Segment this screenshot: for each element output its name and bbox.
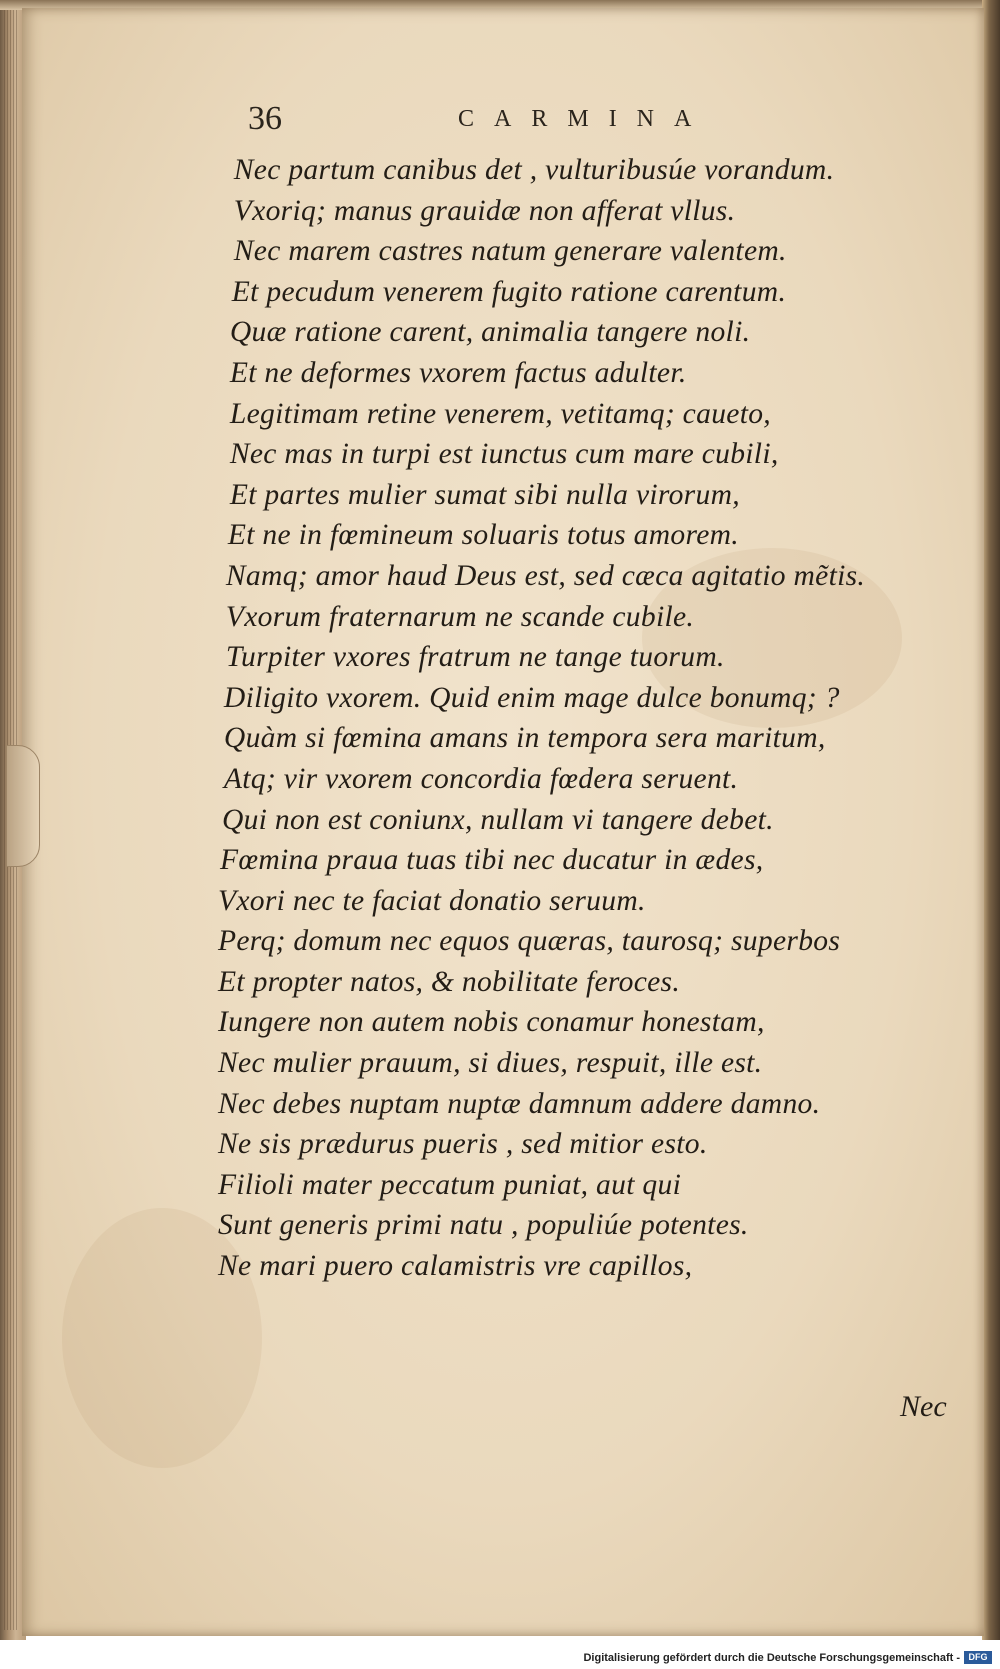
verse-line: Ne sis prædurus pueris , sed mitior esto. xyxy=(218,1127,708,1161)
verse-line: Fœmina praua tuas tibi nec ducatur in ædes, xyxy=(219,843,764,877)
book-clasp xyxy=(6,745,40,867)
right-page-edge xyxy=(982,0,1000,1640)
verse-line: Turpiter vxores fratrum ne tange tuorum. xyxy=(225,640,725,674)
verse-line: Qui non est coniunx, nullam vi tangere debet. xyxy=(221,802,774,836)
verse-block xyxy=(218,150,958,1287)
verse-line: Vxoriq; manus grauidæ non afferat vllus. xyxy=(233,193,736,227)
verse-line: Et ne deformes vxorem factus adulter. xyxy=(229,355,687,389)
verse-line: Perq; domum nec equos quæras, taurosq; superbos xyxy=(218,924,841,958)
verse-line: Ne mari puero calamistris vre capillos, xyxy=(218,1249,693,1283)
verse-line: Et partes mulier sumat sibi nulla virorum, xyxy=(229,477,740,511)
verse-line: Et propter natos, & nobilitate feroces. xyxy=(218,964,681,998)
verse-line: Legitimam retine venerem, vetitamq; caueto, xyxy=(229,396,771,430)
verse-line: Iungere non autem nobis conamur honestam, xyxy=(218,1005,765,1039)
verse-line: Nec debes nuptam nuptæ damnum addere damno. xyxy=(218,1086,821,1120)
digitization-credit: Digitalisierung gefördert durch die Deutsche Forschungsgemeinschaft - xyxy=(583,1652,960,1664)
verse-line: Quæ ratione carent, animalia tangere noli. xyxy=(229,315,751,349)
verse-line: Nec marem castres natum generare valentem. xyxy=(233,234,787,268)
verse-line: Sunt generis primi natu , populiúe potentes. xyxy=(218,1208,749,1242)
verse-line: Nec partum canibus det , vulturibusúe vorandum. xyxy=(233,153,835,186)
verse-line: Vxori nec te faciat donatio seruum. xyxy=(218,883,646,917)
running-title: CARMINA xyxy=(458,106,712,132)
verse-line: Filioli mater peccatum puniat, aut qui xyxy=(218,1167,682,1201)
page-header xyxy=(248,100,808,150)
verse-line: Vxorum fraternarum ne scande cubile. xyxy=(225,599,695,633)
verse-line: Diligito vxorem. Quid enim mage dulce bonumq; ? xyxy=(223,680,840,714)
verse-line: Quàm si fœmina amans in tempora sera maritum, xyxy=(223,721,826,755)
verse-line: Et pecudum venerem fugito ratione carentum. xyxy=(231,274,787,308)
page-number: 36 xyxy=(248,100,282,137)
verse-line: Nec mulier prauum, si diues, respuit, ille est. xyxy=(218,1046,763,1080)
verse-line: Et ne in fœmineum soluaris totus amorem. xyxy=(227,518,739,552)
verse-line: Namq; amor haud Deus est, sed cæca agitatio mẽtis. xyxy=(225,558,866,592)
catchword: Nec xyxy=(900,1390,947,1423)
verse-line: Nec mas in turpi est iunctus cum mare cubili, xyxy=(229,437,779,471)
verse-line: Atq; vir vxorem concordia fœdera seruent. xyxy=(223,761,739,795)
dfg-logo: DFG xyxy=(964,1651,992,1664)
